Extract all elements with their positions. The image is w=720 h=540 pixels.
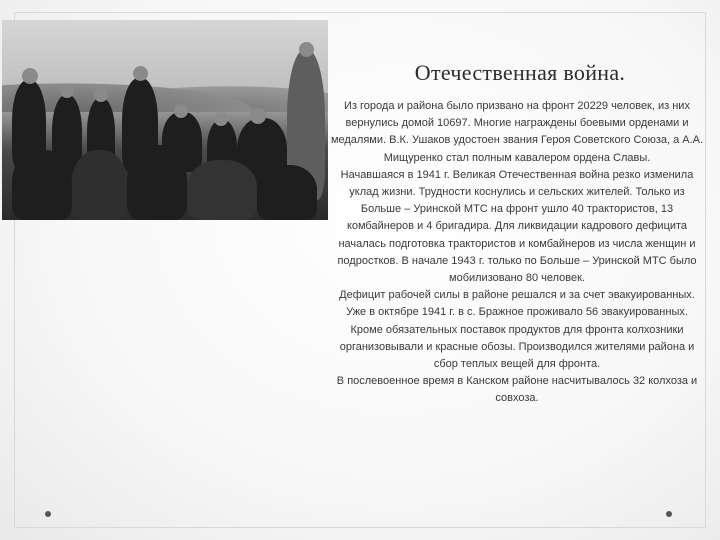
paragraph-war-start: Начавшаяся в 1941 г. Великая Отечественная война резко изменила уклад жизни. Трудности коснулись и сельских жителей. Только из Больше – Уринской МТС на фронт ушло 40 трактористов, 13 комбайнеров и 4 бригадира. Для ликвидации кадрового дефицита началась подготовка трактористов и комбайнеров из числа женщин и подростков. В начале 1943 г. только по Больше – Уринской МТС было мобилизовано 80 человек. [337,168,697,285]
photo-figure-head [22,68,38,84]
photo-figure-head [94,88,108,102]
photo-figure-head [60,84,74,98]
photo-figure [72,150,127,220]
historical-photo [2,20,328,220]
photo-hills [2,72,328,112]
paragraph-postwar: В послевоенное время в Канском районе насчитывалось 32 колхоза и совхоза. [336,375,698,405]
photo-figure [127,145,187,220]
photo-figure-head [214,112,228,126]
photo-figure-head [133,66,148,81]
decorative-dot-right [666,511,672,517]
photo-figure-head [299,42,314,57]
slide-title: Отечественная война. [414,60,626,85]
paragraph-front-mobilization: Из города и района было призвано на фронт 20229 человек, из них вернулись домой 10697. Многие награждены боевыми орденами и медалями. В.К. Ушаков удостоен звания Героя Советского Союза, а А.А. Мищуренко стал полным кавалером ордена Славы. [330,100,704,164]
decorative-dot-left [45,511,51,517]
slide-body [330,98,704,408]
photo-figure [187,160,257,220]
photo-figure [257,165,317,220]
photo-figure-head [174,104,188,118]
paragraph-supplies: Кроме обязательных поставок продуктов для фронта колхозники организовывали и красные обозы. Производился жителями района и сбор теплых вещей для фронта. [339,323,695,371]
photo-figure-head [250,108,266,124]
paragraph-evacuees: Дефицит рабочей силы в районе решался и за счет эвакуированных. Уже в октябре 1941 г. в с. Бражное проживало 56 эвакуированных. [339,289,695,319]
photo-figure [12,150,72,220]
